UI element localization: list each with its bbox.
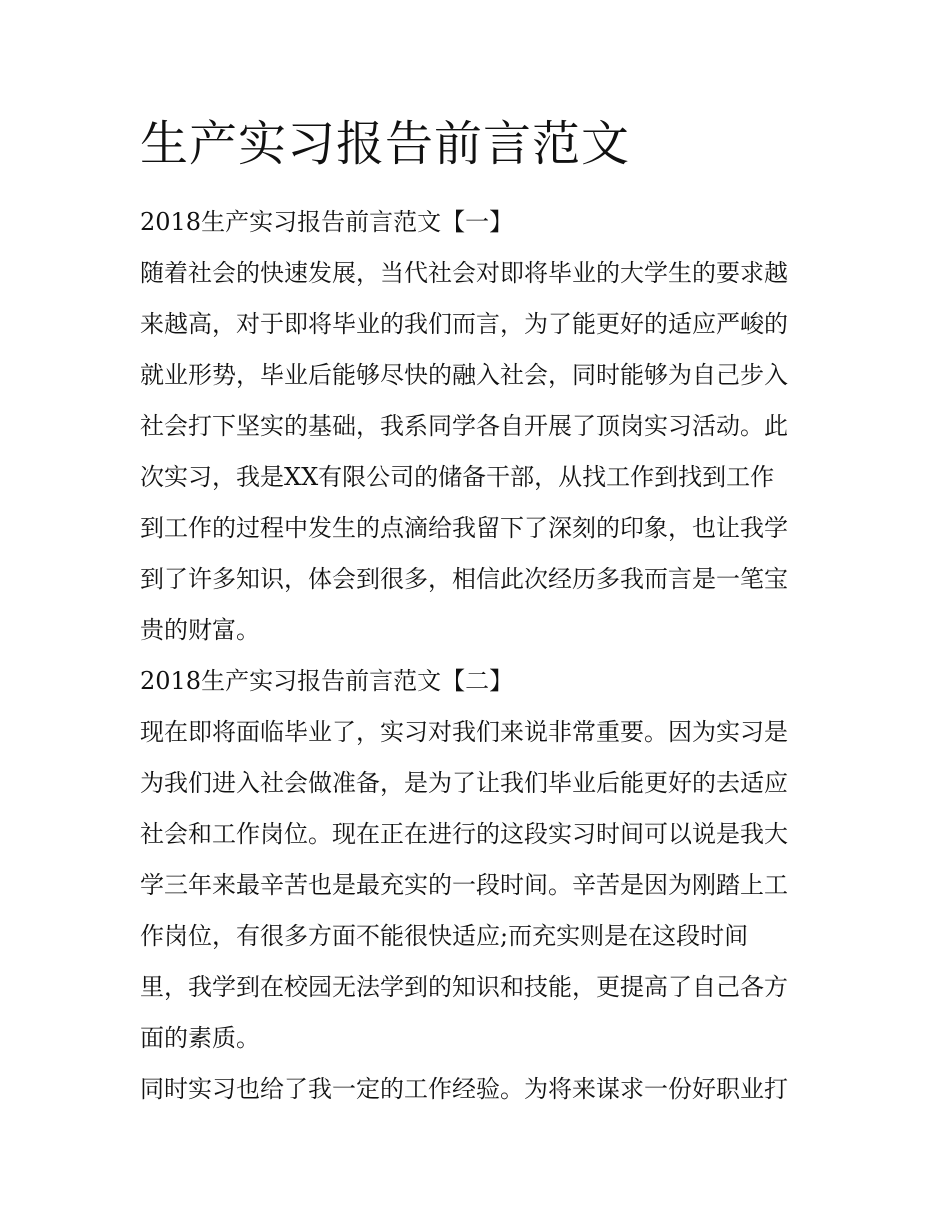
text-line: 学三年来最辛苦也是最充实的一段时间。辛苦是因为刚踏上工	[140, 871, 788, 899]
text-line: 面的素质。	[140, 1024, 260, 1052]
text-line: 来越高，对于即将毕业的我们而言，为了能更好的适应严峻的	[140, 310, 788, 338]
text-line: 次实习，我是XX有限公司的储备干部，从找工作到找到工作	[140, 463, 775, 491]
text-line: 贵的财富。	[140, 616, 260, 644]
text-line: 现在即将面临毕业了，实习对我们来说非常重要。因为实习是	[140, 718, 788, 746]
section-heading-2: 2018生产实习报告前言范文【二】	[140, 667, 514, 695]
text-line: 为我们进入社会做准备，是为了让我们毕业后能更好的去适应	[140, 769, 788, 797]
text-line: 同时实习也给了我一定的工作经验。为将来谋求一份好职业打	[140, 1075, 788, 1103]
text-line: 随着社会的快速发展，当代社会对即将毕业的大学生的要求越	[140, 259, 788, 287]
text-line: 到工作的过程中发生的点滴给我留下了深刻的印象，也让我学	[140, 514, 788, 542]
text-line: 社会打下坚实的基础，我系同学各自开展了顶岗实习活动。此	[140, 412, 788, 440]
text-line: 里，我学到在校园无法学到的知识和技能，更提高了自己各方	[140, 973, 788, 1001]
text-line: 作岗位，有很多方面不能很快适应;而充实则是在这段时间	[140, 922, 749, 950]
document-title: 生产实习报告前言范文	[140, 116, 631, 172]
text-line: 社会和工作岗位。现在正在进行的这段实习时间可以说是我大	[140, 820, 788, 848]
text-line: 到了许多知识，体会到很多，相信此次经历多我而言是一笔宝	[140, 565, 788, 593]
text-line: 就业形势，毕业后能够尽快的融入社会，同时能够为自己步入	[140, 361, 788, 389]
section-heading-1: 2018生产实习报告前言范文【一】	[140, 208, 514, 236]
